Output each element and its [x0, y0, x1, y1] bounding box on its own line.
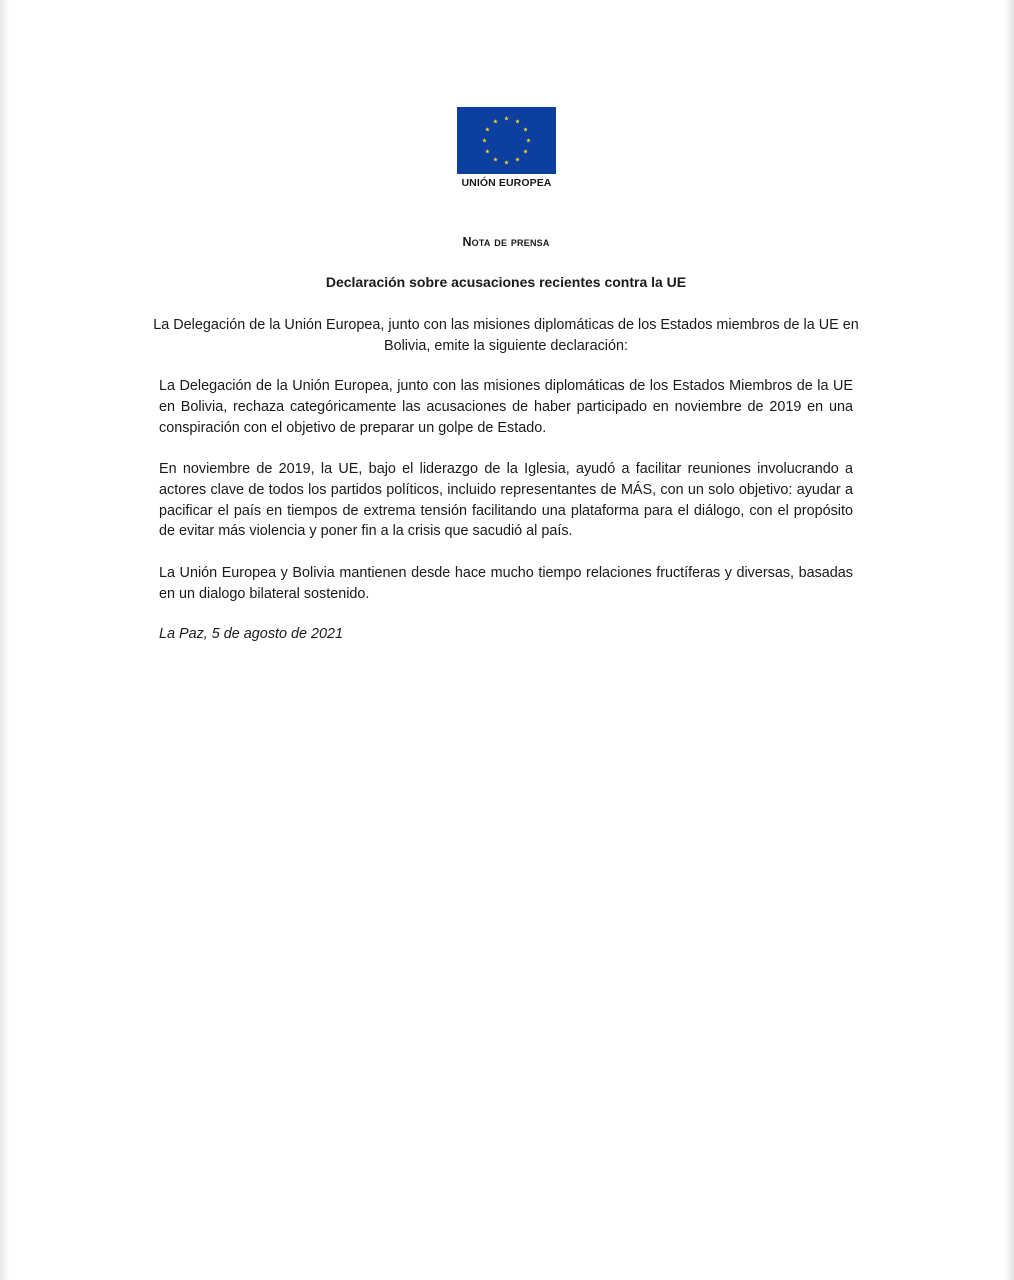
body-paragraph-1: La Delegación de la Unión Europea, junto con las misiones diplomáticas de los Estados Miembros de la UE en Bolivia, rechaza categóricamente las acusaciones de haber participado en noviembre de 2019 en una conspiración con el objetivo de preparar un golpe de Estado.: [159, 378, 853, 436]
document-title: Declaración sobre acusaciones recientes contra la UE: [325, 274, 687, 290]
organization-name: UNIÓN EUROPEA: [461, 177, 552, 189]
page-edge-right: [1004, 0, 1014, 1280]
eu-flag-icon: [457, 107, 556, 174]
eu-flag-graphic: [457, 107, 556, 174]
intro-paragraph: La Delegación de la Unión Europea, junto con las misiones diplomáticas de los Estados miembros de la UE en Bolivia, emite la siguiente declaración:: [153, 317, 859, 354]
page-edge-left: [0, 0, 10, 1280]
press-release-label: Nota de prensa: [462, 235, 550, 249]
body-paragraph-3: La Unión Europea y Bolivia mantienen desde hace mucho tiempo relaciones fructíferas y diversas, basadas en un dialogo bilateral sostenido.: [159, 565, 853, 602]
body-paragraph-2: En noviembre de 2019, la UE, bajo el liderazgo de la Iglesia, ayudó a facilitar reuniones involucrando a actores clave de todos los partidos políticos, incluido representantes de MÁS, con un solo objetivo: ayudar a pacificar el país en tiempos de extrema tensión facilitando una plataforma para el diálogo, con el propósito de evitar más violencia y poner fin a la crisis que sacudió al país.: [159, 461, 853, 540]
dateline: La Paz, 5 de agosto de 2021: [159, 626, 344, 642]
